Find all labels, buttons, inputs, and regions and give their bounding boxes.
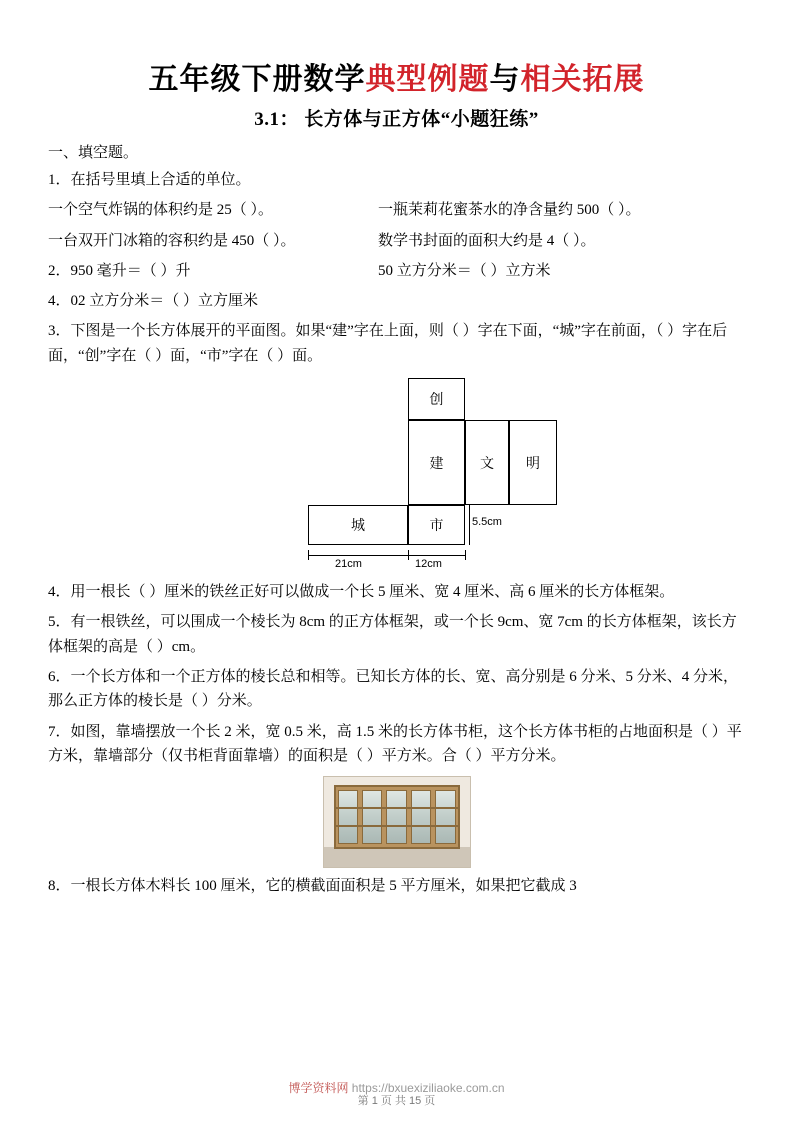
bookcase-door: [362, 790, 382, 844]
net-face-cheng: 城: [308, 505, 408, 545]
question-5: 5．有一根铁丝，可以围成一个棱长为 8cm 的正方体框架，或一个长 9cm、宽 7cm 的长方体框架，该长方体框架的高是（ ）cm。: [48, 614, 737, 655]
watermark-url: https://bxuexiziliaoke.com.cn: [351, 1081, 505, 1095]
question-1d: 数学书封面的面积大约是 4（ ）。: [378, 232, 596, 249]
net-face-wen: 文: [465, 420, 509, 505]
title-part-3: 与: [489, 63, 521, 96]
question-1b: 一瓶茉莉花蜜茶水的净含量约 500（ ）。: [378, 202, 641, 219]
question-7: 7．如图，靠墙摆放一个长 2 米，宽 0.5 米，高 1.5 米的长方体书柜，这个长方体书柜的占地面积是（ ）平方米，靠墙部分（仅书柜背面靠墙）的面积是（ ）平方米。合（ ）平方分米。: [48, 723, 742, 764]
title-part-4: 相关拓展: [520, 63, 645, 96]
bookcase-body: [334, 785, 460, 849]
question-1-heading: 1．在括号里填上合适的单位。: [48, 172, 251, 188]
dim-tick-height: [469, 505, 470, 545]
dim-label-mid: 12cm: [415, 558, 442, 571]
question-1-line-2: [48, 229, 745, 253]
bookcase-shelf: [336, 807, 458, 809]
title-part-1: 五年级下册数学: [148, 63, 366, 96]
question-2b: 50 立方分米＝（ ）立方米: [378, 262, 551, 279]
net-face-ming: 明: [509, 420, 557, 505]
question-2c: 4．02 立方分米＝（ ）立方厘米: [48, 293, 259, 310]
dim-label-left: 21cm: [335, 558, 362, 571]
dim-label-height: 5.5cm: [472, 516, 502, 529]
bookcase-door: [411, 790, 431, 844]
bookcase-illustration: [323, 776, 471, 868]
page-title: [48, 54, 745, 98]
question-6: 6．一个长方体和一个正方体的棱长总和相等。已知长方体的长、宽、高分别是 6 分米、5 分米、4 分米，那么正方体的棱长是（ ）分米。: [48, 668, 739, 710]
question-4: 4．用一根长（ ）厘米的铁丝正好可以做成一个长 5 厘米、宽 4 厘米、高 6 厘米的长方体框架。: [48, 584, 675, 601]
net-face-build: 建: [408, 420, 465, 505]
section-heading-fill-in-blank: 一、填空题。: [48, 145, 139, 161]
page-subtitle: 3.1： 长方体与正方体“小题狂练”: [254, 109, 539, 130]
question-1c: 一台双开门冰箱的容积约是 450（ ）。: [48, 232, 296, 249]
dim-line-mid: [408, 555, 465, 556]
bookcase-floor: [324, 847, 470, 867]
question-2-line: [48, 259, 745, 283]
dim-line-left: [308, 555, 408, 556]
question-8: 8．一根长方体木料长 100 厘米，它的横截面面积是 5 平方厘米，如果把它截成 3: [48, 878, 577, 895]
title-part-2: 典型例题: [365, 63, 490, 96]
page-footer: 第 1 页 共 15 页: [357, 1095, 436, 1107]
bookcase-door: [338, 790, 358, 844]
net-diagram: [48, 378, 745, 574]
question-1a: 一个空气炸锅的体积约是 25（ ）。: [48, 202, 274, 219]
net-face-shi: 市: [408, 505, 465, 545]
question-1-line-1: [48, 198, 745, 222]
net-face-top: 创: [408, 378, 465, 420]
bookcase-shelf: [336, 825, 458, 827]
question-3: 3．下图是一个长方体展开的平面图。如果“建”字在上面，则（ ）字在下面，“城”字在前面，（ ）字在后面，“创”字在（ ）面，“市”字在（ ）面。: [48, 323, 728, 364]
bookcase-door: [386, 790, 406, 844]
watermark-brand: 博学资料网: [288, 1081, 349, 1095]
bookcase-door: [435, 790, 455, 844]
bookcase-photo: [48, 776, 745, 868]
question-2a: 2．950 毫升＝（ ）升: [48, 262, 191, 279]
dim-tick-mid-2: [465, 550, 466, 560]
